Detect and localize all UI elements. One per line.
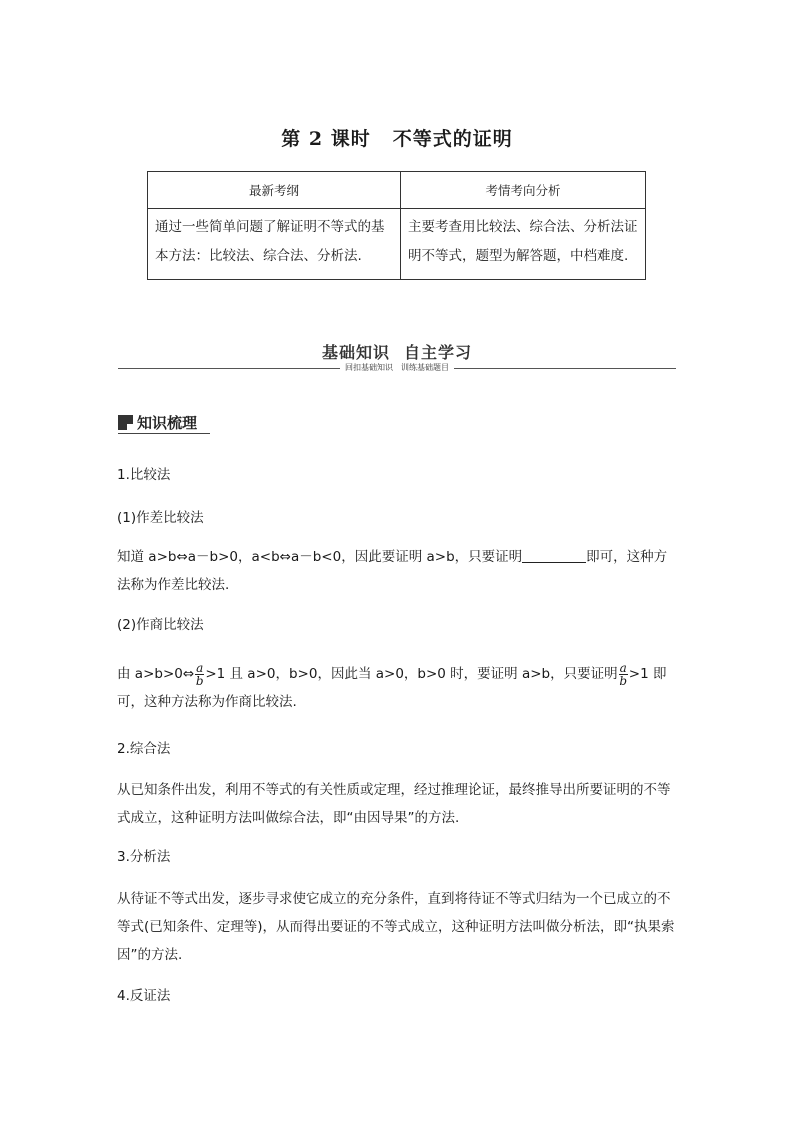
banner-subtitle-text: 回扣基础知识 训练基础题目	[340, 363, 454, 372]
paragraph-quotient-part1: 由 a>b>0⇔	[117, 666, 195, 682]
answer-blank	[522, 548, 586, 563]
heading-quotient: (2)作商比较法	[117, 617, 204, 633]
heading-analysis: 3.分析法	[117, 849, 171, 865]
paragraph-synthesis: 从已知条件出发，利用不等式的有关性质或定理，经过推理论证，最终推导出所要证明的不等式成立，这种证明方法叫做综合法，即“由因导果”的方法.	[117, 782, 671, 826]
cell-syllabus: 通过一些简单问题了解证明不等式的基本方法：比较法、综合法、分析法.	[148, 209, 401, 280]
section-underline	[118, 433, 210, 434]
fraction-numerator: a	[619, 660, 627, 675]
fraction-a-over-b-2	[619, 662, 628, 687]
paragraph-quotient	[117, 660, 679, 716]
fraction-denominator: b	[195, 673, 204, 688]
lesson-number: 第 2 课时	[281, 128, 371, 150]
section-heading-text: 知识梳理	[137, 414, 198, 432]
section-banner	[0, 340, 794, 363]
heading-comparison: 1.比较法	[117, 467, 171, 483]
syllabus-table	[147, 171, 646, 280]
heading-difference: (1)作差比较法	[117, 510, 204, 526]
banner-title-2: 自主学习	[404, 343, 473, 362]
lesson-topic: 不等式的证明	[392, 128, 513, 150]
banner-subtitle	[0, 362, 794, 373]
heading-synthesis: 2.综合法	[117, 741, 171, 757]
section-heading	[118, 412, 197, 433]
fraction-denominator: b	[619, 673, 628, 688]
paragraph-quotient-part3: >1 即可，这种方法称为作商比较法.	[117, 666, 667, 710]
paragraph-difference-part1: 知道 a>b⇔a－b>0，a<b⇔a－b<0，因此要证明 a>b，只要证明	[117, 549, 523, 565]
square-icon	[118, 415, 133, 430]
fraction-numerator: a	[196, 660, 204, 675]
paragraph-difference	[117, 543, 679, 599]
banner-title-1: 基础知识	[321, 343, 390, 362]
paragraph-difference-part2: 即可，这种方法称为作差比较法.	[117, 549, 668, 593]
fraction-a-over-b	[195, 662, 204, 687]
header-analysis: 考情考向分析	[401, 172, 646, 209]
heading-contradiction: 4.反证法	[117, 988, 171, 1004]
paragraph-quotient-part2: >1 且 a>0，b>0，因此当 a>0，b>0 时，要证明 a>b，只要证明	[205, 666, 618, 682]
page-title	[0, 124, 794, 151]
header-syllabus: 最新考纲	[148, 172, 401, 209]
table-header-row	[148, 172, 646, 209]
paragraph-analysis: 从待证不等式出发，逐步寻求使它成立的充分条件，直到将待证不等式归结为一个已成立的不等式(已知条件、定理等)，从而得出要证的不等式成立，这种证明方法叫做分析法，即“执果索因”的方法.	[117, 891, 675, 963]
cell-analysis: 主要考查用比较法、综合法、分析法证明不等式，题型为解答题，中档难度.	[401, 209, 646, 280]
table-row	[148, 209, 646, 280]
